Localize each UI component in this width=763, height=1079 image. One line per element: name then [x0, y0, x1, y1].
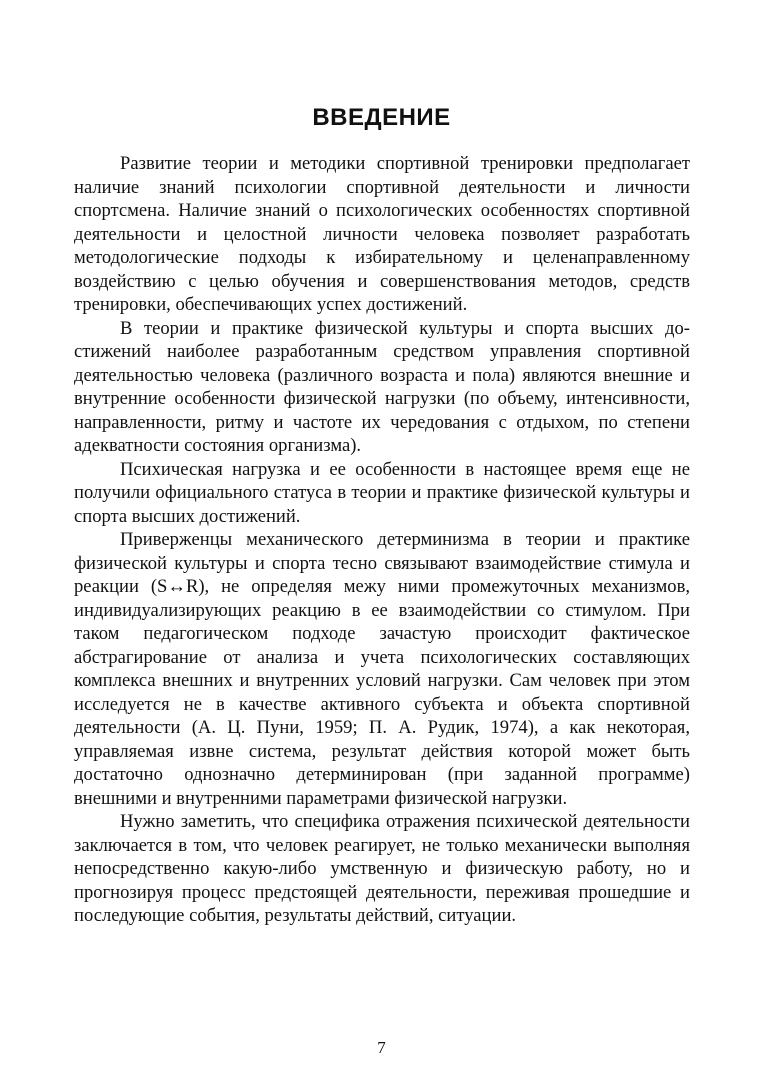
paragraph-1: Развитие теории и методики спортивной тренировки предполагает наличие знаний психологии спортивной деятельности и личности спортсмена. Наличие знаний о психологических особенностях спортивной деятельности и целостной личности человека позволяет разработать методологические подходы к избирательному и целенаправленному воздействию с целью обучения и совершенствования методов, средств тренировки, обеспечивающих успех достижений.	[74, 153, 690, 315]
paragraph-5: Нужно заметить, что специфика отражения психической деятельности заключается в том, что человек реагирует, не только механически выполняя непосредственно какую-либо умственную и физическую работу, но и прогнозируя процесс предстоящей деятельности, переживая прошедшие и последующие события, результаты действий, ситуации.	[74, 811, 690, 926]
chapter-heading: ВВЕДЕНИЕ	[312, 104, 451, 131]
paragraph-3: Психическая нагрузка и ее особенности в настоящее время еще не получили официального статуса в теории и практике физической культуры и спорта высших достижений.	[74, 458, 690, 527]
page-number: 7	[377, 1038, 386, 1057]
body-text	[74, 152, 690, 928]
paragraph-4: Приверженцы механического детерминизма в теории и практике физической культуры и спорта тесно связывают взаимодействие стимула и реакции (S↔R), не определяя межу ними промежуточных механизмов, индивидуализирующих реакцию в ее взаимодействии со стимулом. При таком педагогическом подходе зачастую происходит фактическое абстрагирование от анализа и учета психологических составляющих комплекса внешних и внутренних условий нагрузки. Сам человек при этом исследуется не в качестве активного субъекта и объекта спортивной деятельности (А. Ц. Пуни, 1959; П. А. Рудик, 1974), а как некоторая, управляемая извне система, результат действия которой может быть достаточно однозначно детерминирован (при заданной программе) внешними и внутренними параметрами физической нагрузки.	[74, 529, 690, 809]
paragraph-2: В теории и практике физической культуры и спорта высших достижений наиболее разработанным средством управления спортивной деятельностью человека (различного возраста и пола) являются внешние и внутренние особенности физической нагрузки (по объему, интенсивности, направленности, ритму и частоте их чередования с отдыхом, по степени адекватности состояния организма).	[74, 317, 690, 456]
